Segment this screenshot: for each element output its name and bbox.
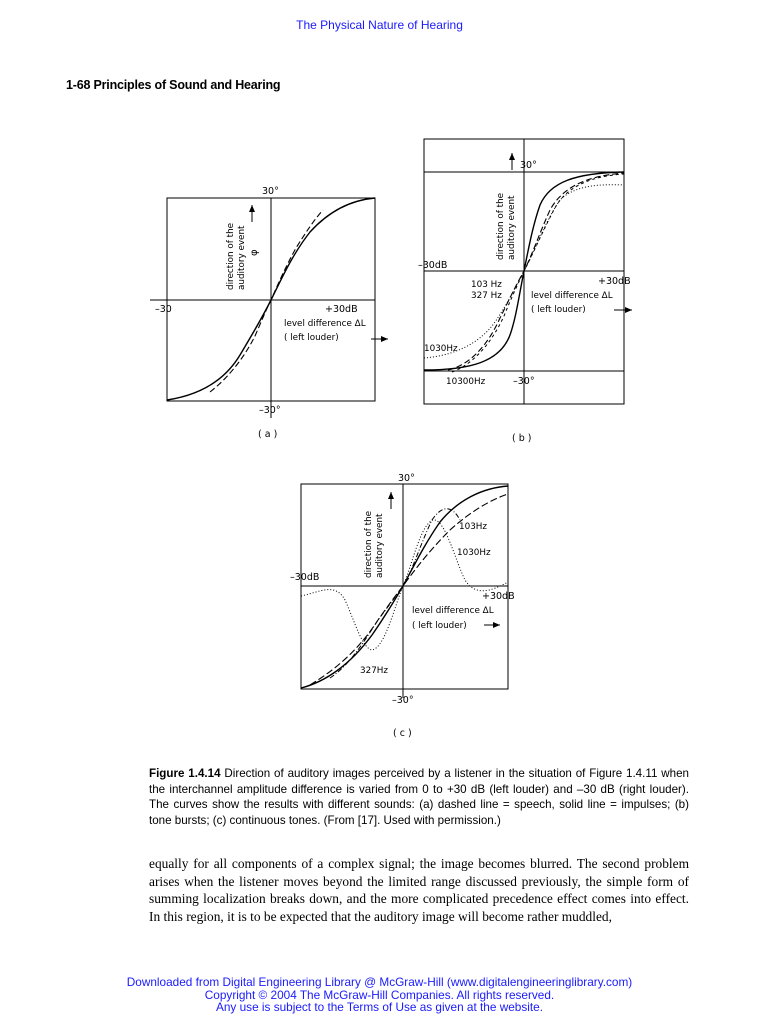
panel-a-left-tick: –30 (155, 304, 172, 315)
panel-a-labels (155, 186, 366, 440)
panel-b-ylabel-1: direction of the (496, 192, 506, 260)
panel-c-right-tick: +30dB (482, 591, 515, 602)
panel-a-right-tick: +30dB (325, 304, 358, 315)
panel-a-bottom-tick: –30° (259, 405, 281, 416)
panel-a-level-label: level difference ΔL (284, 319, 366, 329)
panel-a-top-tick: 30° (262, 186, 279, 197)
figure-caption-text: Direction of auditory images perceived by a listener in the situation of Figure 1.4.11 when the interchannel amplitude difference is varied from 0 to +30 dB (left louder) and –30 dB (right louder). The curves show the results with different sounds: (a) dashed line = speech, solid line = impulses; (b) tone bursts; (c) continuous tones. (From [17]. Used with permission.) (149, 767, 689, 827)
panel-a-ylabel-2: auditory event (237, 225, 247, 290)
panel-c-freq-1030: 1030Hz (457, 548, 491, 558)
panel-c-top-tick: 30° (398, 473, 415, 484)
panel-b-level-label: level difference ΔL (531, 291, 613, 301)
panel-b-freq-10300: 10300Hz (446, 377, 486, 387)
panel-b-freq-327: 327 Hz (471, 291, 502, 301)
panel-a-label: ( a ) (258, 429, 278, 440)
panel-c-level-label: level difference ΔL (412, 606, 494, 616)
panel-a-left-louder: ( left louder) (284, 333, 339, 343)
panel-b-left-tick: –30dB (418, 260, 448, 271)
panel-b-top-tick: 30° (520, 160, 537, 171)
footer-copyright: Copyright © 2004 The McGraw-Hill Companies. All rights reserved. (204, 987, 555, 1002)
panel-c-curve-1030hz (301, 520, 508, 650)
panel-b (424, 139, 624, 404)
panel-c-left-tick: –30dB (290, 572, 320, 583)
panel-c-bottom-tick: –30° (392, 695, 414, 706)
panel-c-freq-103: 103Hz (459, 522, 488, 532)
top-title-link[interactable]: The Physical Nature of Hearing (296, 18, 463, 32)
panel-c-ylabel-1: direction of the (364, 510, 374, 578)
panel-c-label: ( c ) (393, 728, 412, 739)
panel-a-ylabel-1: direction of the (226, 222, 236, 290)
panel-c (301, 484, 508, 698)
panel-b-label: ( b ) (512, 433, 532, 444)
panel-c-freq-327: 327Hz (360, 666, 389, 676)
figure-caption (149, 766, 689, 828)
panel-b-freq-1030: 1030Hz (424, 344, 458, 354)
panel-b-freq-103: 103 Hz (471, 280, 502, 290)
footer-terms-link[interactable]: Any use is subject to the Terms of Use as given at the website. (216, 1000, 543, 1015)
panel-c-curve-327hz (330, 509, 460, 678)
figure-caption-label: Figure 1.4.14 (149, 767, 221, 780)
body-paragraph: equally for all components of a complex signal; the image becomes blurred. The second problem arises when the listener moves beyond the limited range discussed previously, the simple form of summing localization breaks down, and the more complicated precedence effect comes into effect. In this region, it is to be expected that the auditory image will become rather muddled, (149, 856, 689, 924)
panel-b-curve-327hz (452, 174, 624, 372)
panel-c-left-louder: ( left louder) (412, 621, 467, 631)
panel-a-phi: φ (249, 249, 260, 256)
running-head: 1-68 Principles of Sound and Hearing (66, 78, 281, 92)
panel-b-right-tick: +30dB (598, 276, 631, 287)
panel-c-curve-solid (301, 486, 508, 688)
footer (0, 976, 759, 1014)
panel-b-left-louder: ( left louder) (531, 305, 586, 315)
panel-c-labels (290, 473, 515, 739)
panel-c-ylabel-2: auditory event (375, 513, 385, 578)
panel-b-ylabel-2: auditory event (507, 195, 517, 260)
panel-b-bottom-tick: –30° (513, 376, 535, 387)
footer-download-link[interactable]: Downloaded from Digital Engineering Library @ McGraw-Hill (www.digitalengineeringlibrary.com) (126, 975, 633, 989)
